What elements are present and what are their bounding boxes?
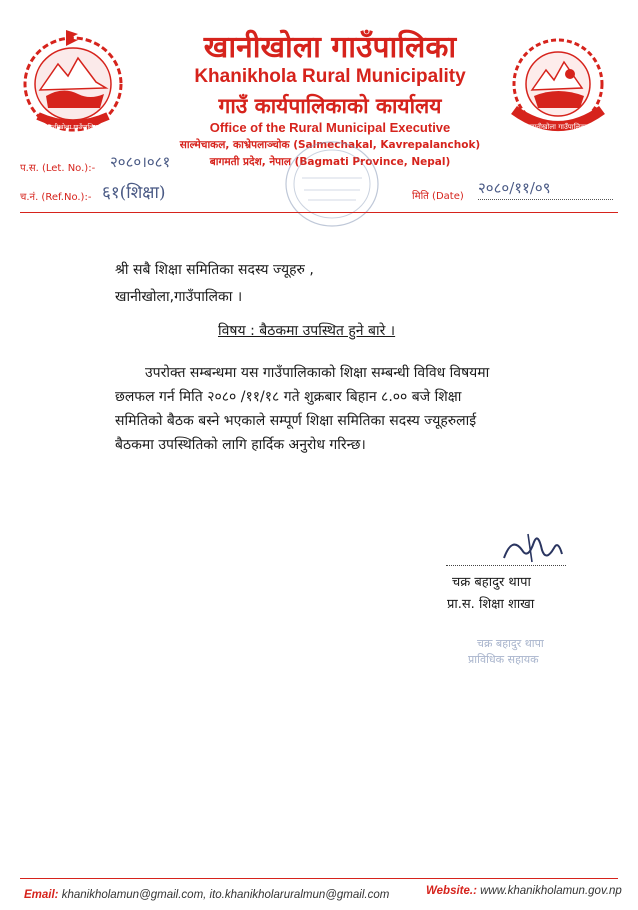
body-line-2: छलफल गर्न मिति २०८० /११/१८ गते शुक्रबार बिहान ८.०० बजे शिक्षा <box>115 389 462 405</box>
website-value: www.khanikholamun.gov.np <box>480 885 622 897</box>
recipient-line-1: श्री सबै शिक्षा समितिका सदस्य ज्यूहरु , <box>115 262 314 278</box>
office-title-english: Office of the Rural Municipal Executive <box>209 120 451 135</box>
nepal-emblem-logo <box>18 24 128 139</box>
website-label: Website.: <box>426 885 477 897</box>
body-line-3: समितिको बैठक बस्ने भएकाले सम्पूर्ण शिक्षा समितिका सदस्य ज्यूहरुलाई <box>115 413 477 429</box>
municipality-title-nepali: खानीखोला गाउँपालिका <box>203 30 457 65</box>
ref-no-label: च.नं. (Ref.No.):- <box>20 192 92 203</box>
header-divider <box>20 212 618 213</box>
date-value: २०८०/११/०९ <box>478 179 551 197</box>
name-stamp-line-1: चक्र बहादुर थापा <box>477 637 544 650</box>
letter-no-value: २०८०।०८१ <box>110 153 171 171</box>
name-stamp-line-2: प्राविधिक सहायक <box>468 653 539 666</box>
address-line-2: बागमती प्रदेश, नेपाल (Bagmati Province, Nepal) <box>209 156 451 168</box>
address-line-1: साल्मेचाकल, काभ्रेपलाञ्चोक (Salmechakal, Kavrepalanchok) <box>179 139 481 151</box>
left-emblem-caption: खानीखोला गाउँपालिका <box>45 123 101 131</box>
email-value: khanikholamun@gmail.com, ito.khanikholaruralmun@gmail.com <box>61 889 390 901</box>
signatory-name: चक्र बहादुर थापा <box>452 575 531 590</box>
body-line-1: उपरोक्त सम्बन्धमा यस गाउँपालिकाको शिक्षा सम्बन्धी विविध विषयमा <box>145 365 490 381</box>
recipient-line-2: खानीखोला,गाउँपालिका । <box>115 289 243 305</box>
right-emblem-caption: खानीखोला गाउँपालिका <box>528 123 588 131</box>
letter-no-label: प.स. (Let. No.):- <box>20 163 96 174</box>
signature-dotted-line <box>446 565 566 566</box>
office-round-stamp <box>282 138 382 230</box>
handwritten-signature <box>498 528 568 568</box>
municipality-title-english: Khanikhola Rural Municipality <box>194 66 466 87</box>
subject-line: विषय : बैठकमा उपस्थित हुने बारे । <box>218 323 396 339</box>
date-label: मिति (Date) <box>412 191 464 202</box>
ref-no-value: ६१(शिक्षा) <box>102 183 166 203</box>
email-label: Email: <box>24 889 59 901</box>
footer-website <box>426 885 622 897</box>
body-line-4: बैठकमा उपस्थितिको लागि हार्दिक अनुरोध गरिन्छ। <box>115 437 366 453</box>
footer-divider <box>20 878 618 879</box>
office-title-nepali: गाउँ कार्यपालिकाको कार्यालय <box>218 94 442 118</box>
date-dotted-line <box>478 199 613 200</box>
signatory-designation: प्रा.स. शिक्षा शाखा <box>447 597 535 612</box>
footer-email <box>24 889 389 901</box>
